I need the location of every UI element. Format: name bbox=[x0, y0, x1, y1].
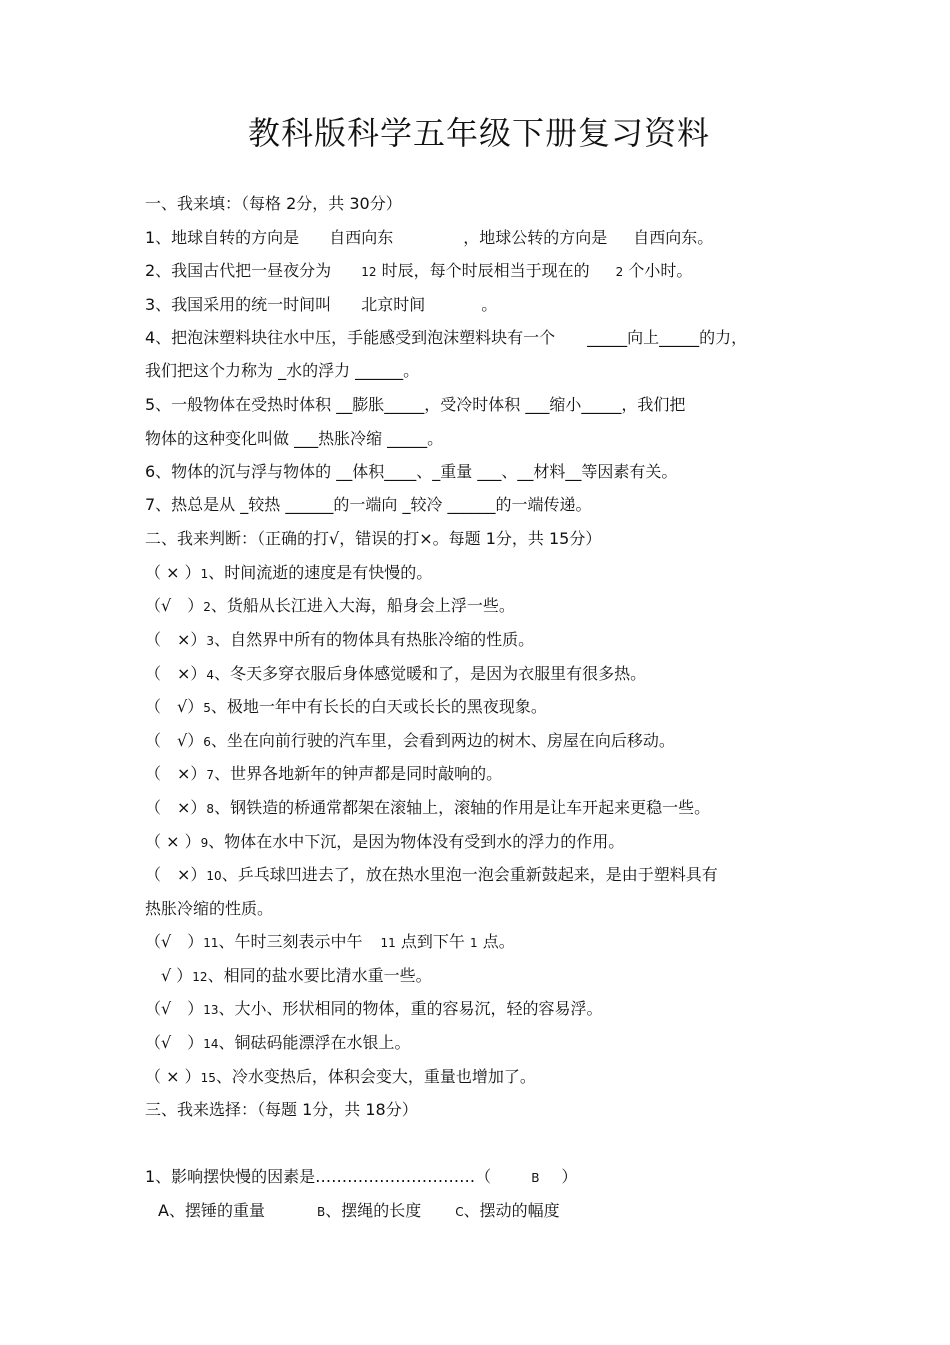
fill-item-3 bbox=[145, 294, 497, 316]
judge-text: 、自然界中所有的物体具有热胀冷缩的性质。 bbox=[214, 630, 535, 649]
judge-text: 、铜砝码能漂浮在水银上。 bbox=[218, 1033, 411, 1052]
judge-item-8 bbox=[145, 797, 710, 820]
judge-text-2: 点到下午 bbox=[400, 932, 465, 951]
fill-item-4-continued: 我们把这个力称为 _水的浮力 ______。 bbox=[145, 361, 420, 380]
judge-mark: （ √） bbox=[145, 697, 204, 716]
judge-text-3: 点。 bbox=[482, 932, 515, 951]
fill-item-1-answer-1: 自西向东 bbox=[329, 228, 394, 247]
judge-number: 8 bbox=[206, 802, 215, 816]
choice-item-1 bbox=[145, 1166, 577, 1189]
judge-item-13 bbox=[145, 998, 603, 1021]
fill-item-2-suffix: 个小时。 bbox=[628, 261, 693, 280]
judge-text: 、坐在向前行驶的汽车里，会看到两边的树木、房屋在向后移动。 bbox=[210, 731, 675, 750]
option-c-letter: C bbox=[455, 1205, 464, 1219]
judge-hour-2: 1 bbox=[469, 936, 478, 950]
judge-item-7 bbox=[145, 763, 502, 786]
fill-item-1-answer-2: 自西向东。 bbox=[633, 228, 714, 247]
judge-number: 6 bbox=[203, 735, 211, 749]
judge-text: 、货船从长江进入大海，船身会上浮一些。 bbox=[210, 596, 515, 615]
judge-mark: （ √） bbox=[145, 731, 204, 750]
judge-mark: （ ×） bbox=[145, 664, 207, 683]
judge-text: 、午时三刻表示中午 bbox=[218, 932, 363, 951]
judge-text: 、极地一年中有长长的白天或长长的黑夜现象。 bbox=[210, 697, 547, 716]
judge-item-1 bbox=[145, 562, 432, 585]
judge-number: 4 bbox=[206, 668, 215, 682]
choice-close: ） bbox=[561, 1167, 578, 1186]
fill-item-4: 4、把泡沫塑料块往水中压，手能感受到泡沫塑料块有一个 _____向上_____的力， bbox=[145, 328, 748, 347]
choice-options bbox=[158, 1200, 560, 1223]
judge-text: 、乒乓球凹进去了，放在热水里泡一泡会重新鼓起来，是由于塑料具有 bbox=[221, 865, 718, 884]
fill-item-5: 5、一般物体在受热时体积 __膨胀_____，受冷时体积 ___缩小_____，我们把 bbox=[145, 395, 686, 414]
judge-mark: （√ ） bbox=[145, 596, 204, 615]
judge-number: 3 bbox=[206, 634, 215, 648]
fill-item-2-prefix: 2、我国古代把一昼夜分为 bbox=[145, 261, 332, 280]
judge-mark: （√ ） bbox=[145, 1033, 204, 1052]
judge-item-2 bbox=[145, 595, 515, 618]
judge-item-10-continued: 热胀冷缩的性质。 bbox=[145, 899, 274, 918]
option-b: 、摆绳的长度 bbox=[325, 1201, 422, 1220]
fill-item-1-middle: ，地球公转的方向是 bbox=[463, 228, 608, 247]
choice-answer: B bbox=[531, 1171, 540, 1185]
judge-item-9 bbox=[145, 831, 624, 854]
judge-mark: （ ×） bbox=[145, 764, 207, 783]
option-a: 、摆锤的重量 bbox=[168, 1201, 265, 1220]
judge-text: 、冬天多穿衣服后身体感觉暖和了，是因为衣服里有很多热。 bbox=[214, 664, 647, 683]
fill-item-3-suffix: 。 bbox=[481, 295, 498, 314]
judge-number: 1 bbox=[200, 567, 209, 581]
fill-item-2 bbox=[145, 260, 692, 283]
judge-hour-1: 11 bbox=[380, 936, 396, 950]
judge-number: 5 bbox=[203, 701, 211, 715]
judge-item-3 bbox=[145, 629, 534, 652]
document-title: 教科版科学五年级下册复习资料 bbox=[247, 114, 710, 152]
fill-item-6: 6、物体的沉与浮与物体的 __体积____、_重量 ___、__材料__等因素有关。 bbox=[145, 462, 678, 481]
choice-question: 1、影响摆快慢的因素是…………………………（ bbox=[145, 1167, 492, 1186]
option-b-letter: B bbox=[316, 1205, 326, 1219]
judge-item-10 bbox=[145, 864, 718, 887]
judge-item-14 bbox=[145, 1032, 411, 1055]
fill-item-2-answer-2: 2 bbox=[615, 265, 624, 279]
judge-number: 9 bbox=[200, 836, 209, 850]
section1-heading: 一、我来填：（每格 2分，共 30分） bbox=[145, 194, 402, 213]
judge-text: 、大小、形状相同的物体，重的容易沉，轻的容易浮。 bbox=[218, 999, 603, 1018]
judge-item-15 bbox=[145, 1066, 536, 1089]
fill-item-5-continued: 物体的这种变化叫做 ___热胀冷缩 _____。 bbox=[145, 429, 444, 448]
judge-mark: （ × ） bbox=[145, 832, 201, 851]
judge-text: 、冷水变热后，体积会变大，重量也增加了。 bbox=[215, 1067, 536, 1086]
judge-number: 2 bbox=[203, 600, 211, 614]
judge-number: 10 bbox=[206, 869, 222, 883]
judge-item-12 bbox=[145, 965, 432, 988]
judge-text: 、钢铁造的桥通常都架在滚轴上，滚轴的作用是让车开起来更稳一些。 bbox=[214, 798, 711, 817]
fill-item-7: 7、热总是从 _较热 ______的一端向 _较冷 ______的一端传递。 bbox=[145, 495, 592, 514]
fill-item-1 bbox=[145, 227, 713, 249]
judge-mark: （√ ） bbox=[145, 932, 204, 951]
judge-mark: （√ ） bbox=[145, 999, 204, 1018]
option-c: 、摆动的幅度 bbox=[463, 1201, 560, 1220]
judge-item-6 bbox=[145, 730, 675, 753]
judge-mark: （ ×） bbox=[145, 798, 207, 817]
judge-number: 14 bbox=[203, 1037, 219, 1051]
section3-heading: 三、我来选择：（每题 1分，共 18分） bbox=[145, 1100, 418, 1119]
judge-item-5 bbox=[145, 696, 547, 719]
judge-mark: （ ×） bbox=[145, 630, 207, 649]
fill-item-1-prefix: 1、地球自转的方向是 bbox=[145, 228, 300, 247]
judge-text: 、物体在水中下沉，是因为物体没有受到水的浮力的作用。 bbox=[208, 832, 625, 851]
judge-number: 15 bbox=[200, 1071, 216, 1085]
judge-mark: √ ） bbox=[145, 966, 193, 985]
section2-heading: 二、我来判断：（正确的打√，错误的打×。每题 1分，共 15分） bbox=[145, 529, 602, 548]
fill-item-3-answer: 北京时间 bbox=[361, 295, 426, 314]
judge-number: 13 bbox=[203, 1003, 219, 1017]
judge-number: 7 bbox=[206, 768, 215, 782]
judge-mark: （ × ） bbox=[145, 1067, 201, 1086]
fill-item-2-answer-1: 12 bbox=[361, 265, 377, 279]
judge-text: 、相同的盐水要比清水重一些。 bbox=[207, 966, 432, 985]
judge-mark: （ ×） bbox=[145, 865, 207, 884]
judge-item-4 bbox=[145, 663, 646, 686]
fill-item-2-middle: 时辰，每个时辰相当于现在的 bbox=[381, 261, 590, 280]
judge-text: 、时间流逝的速度是有快慢的。 bbox=[208, 563, 433, 582]
option-a-letter: A bbox=[158, 1201, 169, 1220]
fill-item-3-prefix: 3、我国采用的统一时间叫 bbox=[145, 295, 332, 314]
judge-text: 、世界各地新年的钟声都是同时敲响的。 bbox=[214, 764, 503, 783]
judge-number: 11 bbox=[203, 936, 219, 950]
judge-number: 12 bbox=[192, 970, 208, 984]
judge-item-11 bbox=[145, 931, 515, 954]
judge-mark: （ × ） bbox=[145, 563, 201, 582]
